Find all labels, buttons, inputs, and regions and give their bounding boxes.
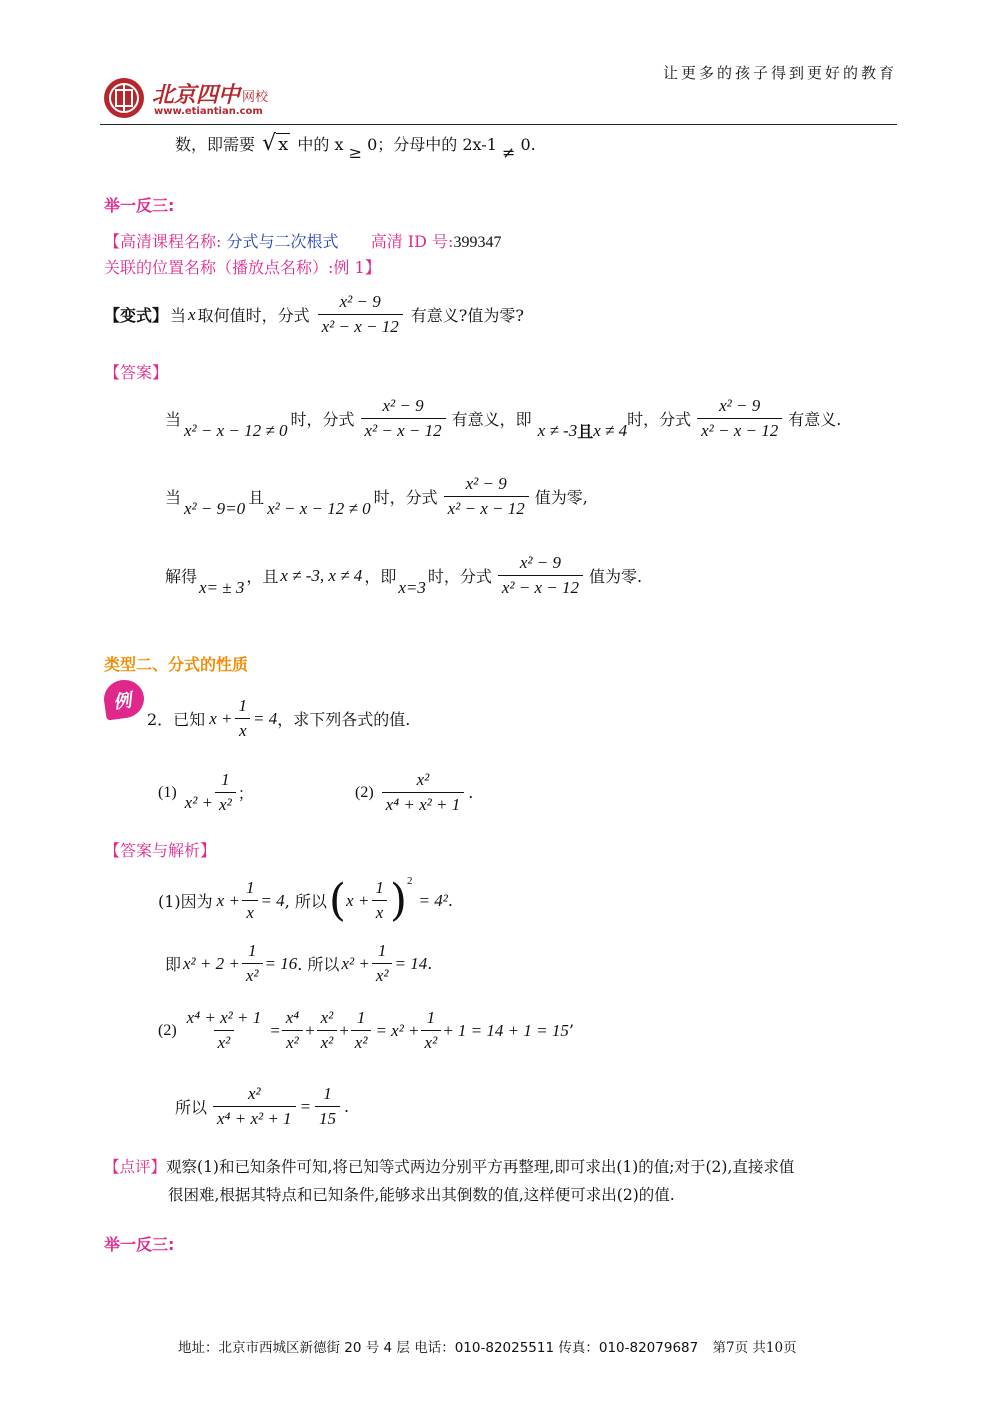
course-info-line2: 关联的位置名称（播放点名称）:例 1】 <box>104 258 381 277</box>
example-badge: 例 <box>102 677 147 720</box>
answer-line-3: 解得 x= ± 3 ，且 x ≠ -3, x ≠ 4 ，即 x=3 时，分式 $\frac{\text{x² − 9}}{\text{x² − x − 12}}$ 值为零. <box>165 553 643 597</box>
question-fraction: $\frac{1}{\text{x²}}$ <box>215 770 236 815</box>
practice-title: 举一反三: <box>104 1235 175 1254</box>
header-slogan: 让更多的孩子得到更好的教育 <box>662 64 897 82</box>
answer-line-2: 当 x² − 9=0 且 x² − x − 12 ≠ 0 时，分式 $\frac{\text{x² − 9}}{\text{x² − x − 12}}$ 值为零, <box>165 474 588 518</box>
brand-logo <box>100 76 290 122</box>
variant-fraction: $\frac{\text{x² − 9}}{\text{x² − x − 12}}$ <box>318 292 403 337</box>
footer-address: 地址：北京市西城区新德街 20 号 4 层 电话：010-82025511 传真：010-82079687 <box>178 1340 699 1356</box>
practice-title: 举一反三: <box>104 196 175 215</box>
domain-line: 数，即需要 √ x 中的 x ≥ 0；分母中的 2x-1 ≠ 0. <box>175 131 536 162</box>
question-2: (2) $\frac{\text{x²}}{\text{x⁴ + x² + 1}}$ . <box>355 770 474 814</box>
question-fraction: $\frac{\text{x²}}{\text{x⁴ + x² + 1}}$ <box>382 770 465 815</box>
solution-line-4: 所以 $\frac{\text{x²}}{\text{x⁴ + x² + 1}}$ = $\frac{1}{15}$ . <box>175 1084 350 1128</box>
answer-line-1: 当 x² − x − 12 ≠ 0 时，分式 $\frac{\text{x² − 9}}{\text{x² − x − 12}}$ 有意义，即 x ≠ -3 且 x ≠ 4 时，分式 $\frac{\text{x² − 9}}{\text{x² − x − 12}}$ 有意义. <box>165 396 842 441</box>
comment-tag: 【点评】 <box>104 1158 167 1176</box>
example-fraction: $\frac{1}{x}$ <box>234 696 251 741</box>
example-2-question: 2．已知 x + $\frac{1}{x}$ = 4 ，求下列各式的值. <box>147 696 411 740</box>
brand-name: 北京四中 <box>152 83 241 108</box>
sqrt-expression: √ x <box>262 131 289 156</box>
variant-question: 【变式】 当 x 取何值时，分式 $\frac{\text{x² − 9}}{\text{x² − x − 12}}$ 有意义?值为零? <box>104 292 524 336</box>
solution-line-1: (1)因为 x + $\frac{1}{x}$ = 4 , 所以 ( x + $\frac{1}{x}$ ) 2 = 4² . <box>158 874 453 926</box>
brand-suffix: 网校 <box>242 90 269 105</box>
logo-emblem-icon <box>102 76 146 120</box>
answer-tag: 【答案】 <box>104 363 169 382</box>
answer-fraction: $\frac{\text{x² − 9}}{\text{x² − x − 12}}$ <box>444 474 529 519</box>
footer <box>178 1336 797 1356</box>
answer-fraction: $\frac{\text{x² − 9}}{\text{x² − x − 12}}$ <box>498 553 583 598</box>
answer-fraction: $\frac{\text{x² − 9}}{\text{x² − x − 12}}$ <box>361 396 446 441</box>
answer-fraction: $\frac{\text{x² − 9}}{\text{x² − x − 12}}$ <box>697 396 782 441</box>
footer-page: 第7页 共10页 <box>712 1340 797 1356</box>
course-name-link[interactable]: 分式与二次根式 <box>226 232 339 251</box>
solution-line-2: 即 x² + 2 + $\frac{1}{\text{x²}}$ = 16 . 所以 x² + $\frac{1}{\text{x²}}$ = 14 . <box>165 941 433 985</box>
header-rule <box>100 124 897 125</box>
comment-block: 【点评】观察(1)和已知条件可知,将已知等式两边分别平方再整理,即可求出(1)的值;对于(2),直接求值 很困难,根据其特点和已知条件,能够求出其倒数的值,这样便可求出(2)的值. <box>104 1158 795 1204</box>
course-info-line1: 【高清课程名称: 分式与二次根式 高清 ID 号:399347 <box>104 232 502 251</box>
analysis-tag: 【答案与解析】 <box>104 841 217 860</box>
question-1: (1) x² + $\frac{1}{\text{x²}}$ ； <box>158 770 254 814</box>
section-title: 类型二、分式的性质 <box>104 655 249 674</box>
position-link[interactable]: 例 1 <box>333 258 365 277</box>
solution-line-3: (2) $\frac{\text{x⁴ + x² + 1}}{\text{x²}}$ = $\frac{\text{x⁴}}{\text{x²}}$ + $\frac{\text{x²}}{\text{x²}}$ + $\frac{1}{\text{x²}}$ = x² + $\frac{1}{\text{x²}}$ + 1 = 14 + 1 = 15 ’ <box>158 1008 574 1052</box>
brand-site: www.etiantian.com <box>154 106 263 117</box>
variant-tag: 【变式】 <box>104 306 169 325</box>
